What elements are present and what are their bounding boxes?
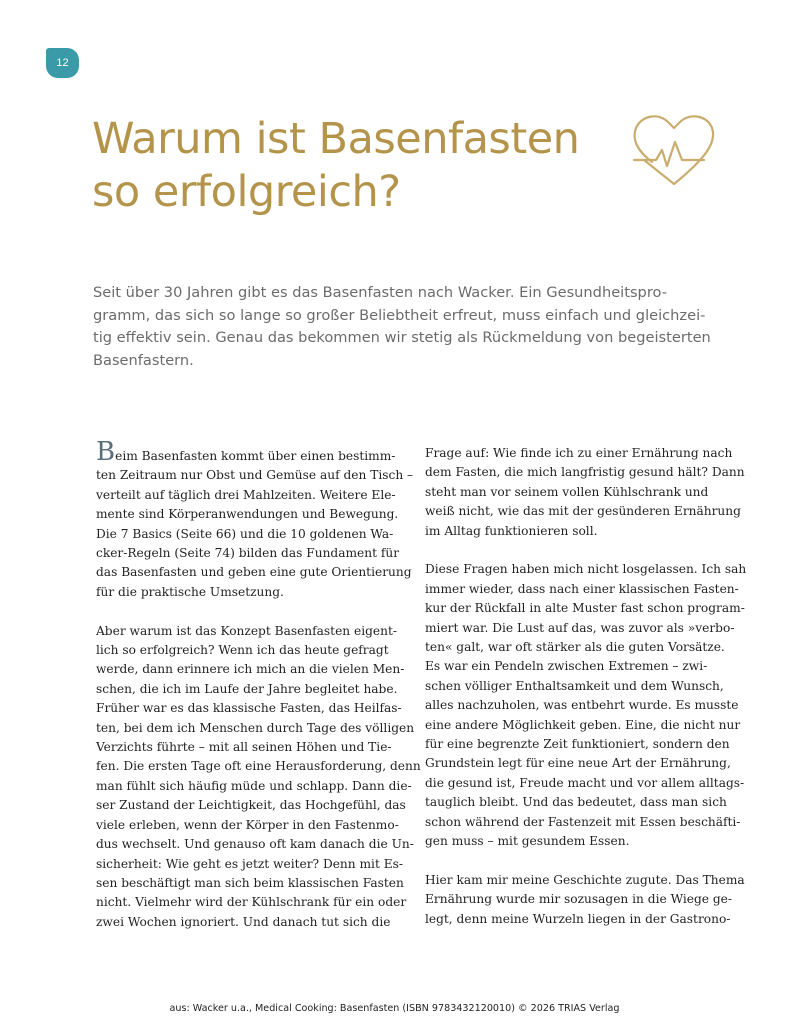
body-line: ten, bei dem ich Menschen durch Tage des völligen <box>96 720 415 735</box>
body-line <box>96 437 411 467</box>
body-line: Es war ein Pendeln zwischen Extremen – zwi- <box>425 659 708 674</box>
body-line: sen beschäftigt man sich beim klassischen Fasten <box>96 875 404 890</box>
lead-line: Basenfastern. <box>93 351 194 369</box>
body-line: nicht. Vielmehr wird der Kühlschrank für ein oder <box>96 895 407 910</box>
body-line: Frage auf: Wie finde ich zu einer Ernährung nach <box>425 446 733 460</box>
page-title <box>92 113 579 219</box>
page-number-badge <box>46 48 79 78</box>
body-line: schen völliger Enthaltsamkeit und dem Wunsch, <box>425 678 724 693</box>
lead-line: gramm, das sich so lange so großer Beliebtheit erfreut, muss einfach und gleichzei- <box>93 306 706 324</box>
body-line: schon während der Fastenzeit mit Essen beschäfti- <box>425 814 741 829</box>
body-line: lich so erfolgreich? Wenn ich das heute gefragt <box>96 643 389 658</box>
body-line: sicherheit: Wie geht es jetzt weiter? Denn mit Es- <box>96 856 403 871</box>
page-number: 12 <box>56 57 69 69</box>
body-line: Die 7 Basics (Seite 66) und die 10 goldenen Wa- <box>96 526 394 541</box>
body-paragraph <box>425 560 747 851</box>
body-line: viele erleben, wenn der Körper in den Fastenmo- <box>96 817 399 832</box>
body-line: Grundstein legt für eine neue Art der Ernährung, <box>425 756 731 771</box>
body-line: das Basenfasten und geben eine gute Orientierung <box>96 565 412 580</box>
body-line: steht man vor seinem vollen Kühlschrank und <box>425 484 709 499</box>
title-line-2: so erfolgreich? <box>92 167 401 217</box>
drop-cap: B <box>96 437 116 467</box>
body-line: Hier kam mir meine Geschichte zugute. Das Thema <box>425 872 745 887</box>
body-line: fen. Die ersten Tage oft eine Herausforderung, denn <box>96 759 421 774</box>
body-line: verteilt auf täglich drei Mahlzeiten. Weitere Ele- <box>96 487 396 502</box>
body-line: werde, dann erinnere ich mich an die vielen Men- <box>96 662 405 677</box>
body-line: kur der Rückfall in alte Muster fast schon program- <box>425 601 745 616</box>
lead-line: Seit über 30 Jahren gibt es das Basenfasten nach Wacker. Ein Gesundheitspro- <box>93 284 667 301</box>
body-column-left <box>96 437 421 952</box>
body-line: tauglich bleibt. Und das bedeutet, dass man sich <box>425 795 727 810</box>
body-line: gen muss – mit gesundem Essen. <box>425 834 630 849</box>
body-line: ten Zeitraum nur Obst und Gemüse auf den Tisch – <box>96 468 414 483</box>
body-line: alles nachzuholen, was entbehrt wurde. Es musste <box>425 698 739 713</box>
body-line: miert war. Die Lust auf das, was zuvor als »verbo- <box>425 620 735 635</box>
body-paragraph <box>96 437 414 602</box>
body-line: immer wieder, dass nach einer klassischen Fasten- <box>425 581 739 596</box>
title-line-1: Warum ist Basenfasten <box>92 114 580 164</box>
heart-pulse-icon <box>630 110 720 190</box>
body-line: schen, die ich im Laufe der Jahre begleitet habe. <box>96 681 398 696</box>
body-line: dem Fasten, die mich langfristig gesund hält? Dann <box>425 465 745 480</box>
body-line: ten« galt, war oft stärker als die guten Vorsätze. <box>425 640 725 655</box>
body-line: Früher war es das klassische Fasten, das Heilfas- <box>96 701 402 716</box>
lead-line: tig effektiv sein. Genau das bekommen wir stetig als Rückmeldung von begeisterten <box>93 329 711 346</box>
copyright-footer: aus: Wacker u.a., Medical Cooking: Basenfasten (ISBN 9783432120010) © 2026 TRIAS Verlag <box>169 1003 620 1014</box>
body-line: dus wechselt. Und genauso oft kam danach die Un- <box>96 837 414 852</box>
body-line: eine andere Möglichkeit geben. Eine, die nicht nur <box>425 717 741 732</box>
body-line: mente sind Körperanwendungen und Bewegung. <box>96 507 399 522</box>
body-line-text: eim Basenfasten kommt über einen bestimm- <box>115 449 396 463</box>
lead-paragraph <box>93 282 719 372</box>
body-line: weiß nicht, wie das mit der gesünderen Ernährung <box>425 504 741 519</box>
body-line: ser Zustand der Leichtigkeit, das Hochgefühl, das <box>96 798 406 813</box>
body-paragraph <box>425 444 745 541</box>
body-line: cker-Regeln (Seite 74) bilden das Fundament für <box>96 546 400 561</box>
body-line: die gesund ist, Freude macht und vor allem alltags- <box>425 775 745 790</box>
body-column-right <box>425 444 747 949</box>
body-line: für die praktische Umsetzung. <box>96 584 284 599</box>
body-line: Verzichts führte – mit all seinen Höhen und Tie- <box>96 740 392 755</box>
body-paragraph <box>96 622 421 933</box>
body-line: Aber warum ist das Konzept Basenfasten eigent- <box>96 623 398 638</box>
body-paragraph <box>425 871 745 929</box>
body-line: legt, denn meine Wurzeln liegen in der Gastrono- <box>425 911 731 926</box>
body-line: im Alltag funktionieren soll. <box>425 523 598 538</box>
body-line: für eine begrenzte Zeit funktioniert, sondern den <box>425 737 730 752</box>
body-line: Diese Fragen haben mich nicht losgelassen. Ich sah <box>425 562 747 577</box>
body-line: zwei Wochen ignoriert. Und danach tut sich die <box>96 914 391 929</box>
body-line: Ernährung wurde mir sozusagen in die Wiege ge- <box>425 892 733 907</box>
body-line: man fühlt sich häufig müde und schlapp. Dann die- <box>96 778 412 793</box>
